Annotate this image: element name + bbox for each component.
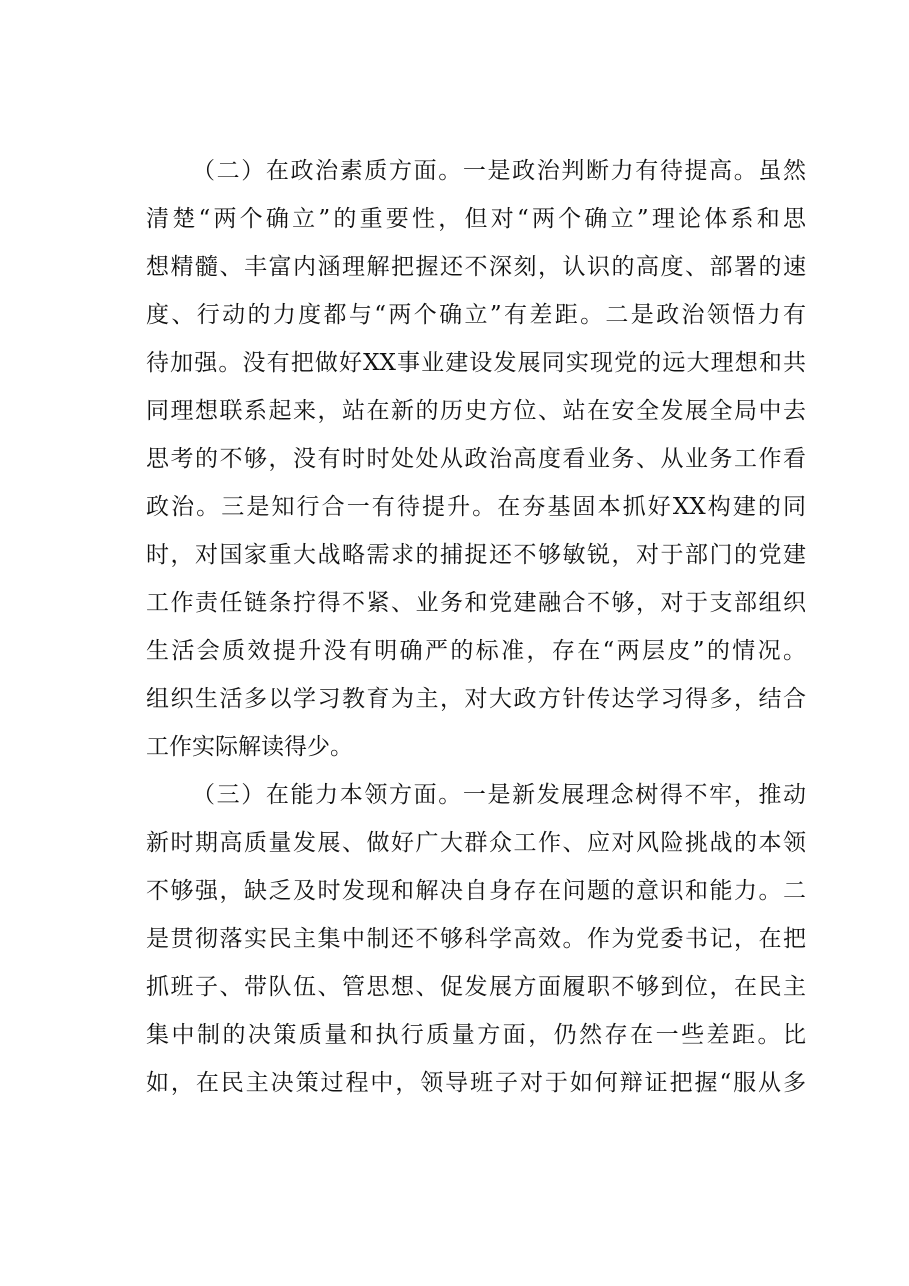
text-line: 政治。三是知行合一有待提升。在夯基固本抓好XX构建的同	[146, 494, 806, 520]
text-line: 抓班子、带队伍、管思想、促发展方面履职不够到位，在民主	[146, 974, 806, 1000]
text-line: 集中制的决策质量和执行质量方面，仍然存在一些差距。比	[146, 1022, 806, 1048]
text-line: 不够强，缺乏及时发现和解决自身存在问题的意识和能力。二	[146, 878, 806, 904]
text-line: 清楚“两个确立”的重要性，但对“两个确立”理论体系和思	[146, 206, 806, 232]
text-line: 新时期高质量发展、做好广大群众工作、应对风险挑战的本领	[146, 830, 806, 856]
document-body	[146, 147, 806, 1107]
text-line: 生活会质效提升没有明确严的标准，存在“两层皮”的情况。	[146, 638, 806, 664]
paragraph-political-quality	[146, 147, 806, 771]
text-line: （三）在能力本领方面。一是新发展理念树得不牢，推动	[192, 782, 806, 808]
paragraph-ability	[146, 771, 806, 1107]
text-line: 是贯彻落实民主集中制还不够科学高效。作为党委书记，在把	[146, 926, 806, 952]
text-line: 想精髓、丰富内涵理解把握还不深刻，认识的高度、部署的速	[146, 254, 806, 280]
text-line: 度、行动的力度都与“两个确立”有差距。二是政治领悟力有	[146, 302, 806, 328]
text-line: 思考的不够，没有时时处处从政治高度看业务、从业务工作看	[146, 446, 806, 472]
text-line: 时，对国家重大战略需求的捕捉还不够敏锐，对于部门的党建	[146, 542, 806, 568]
text-line: 工作责任链条拧得不紧、业务和党建融合不够，对于支部组织	[146, 590, 806, 616]
text-line: 如，在民主决策过程中，领导班子对于如何辩证把握“服从多	[146, 1070, 806, 1096]
text-line: 同理想联系起来，站在新的历史方位、站在安全发展全局中去	[146, 398, 806, 424]
text-line: （二）在政治素质方面。一是政治判断力有待提高。虽然	[192, 158, 806, 184]
text-line: 待加强。没有把做好XX事业建设发展同实现党的远大理想和共	[146, 350, 806, 376]
text-line: 组织生活多以学习教育为主，对大政方针传达学习得多，结合	[146, 686, 806, 712]
text-line: 工作实际解读得少。	[146, 734, 353, 760]
